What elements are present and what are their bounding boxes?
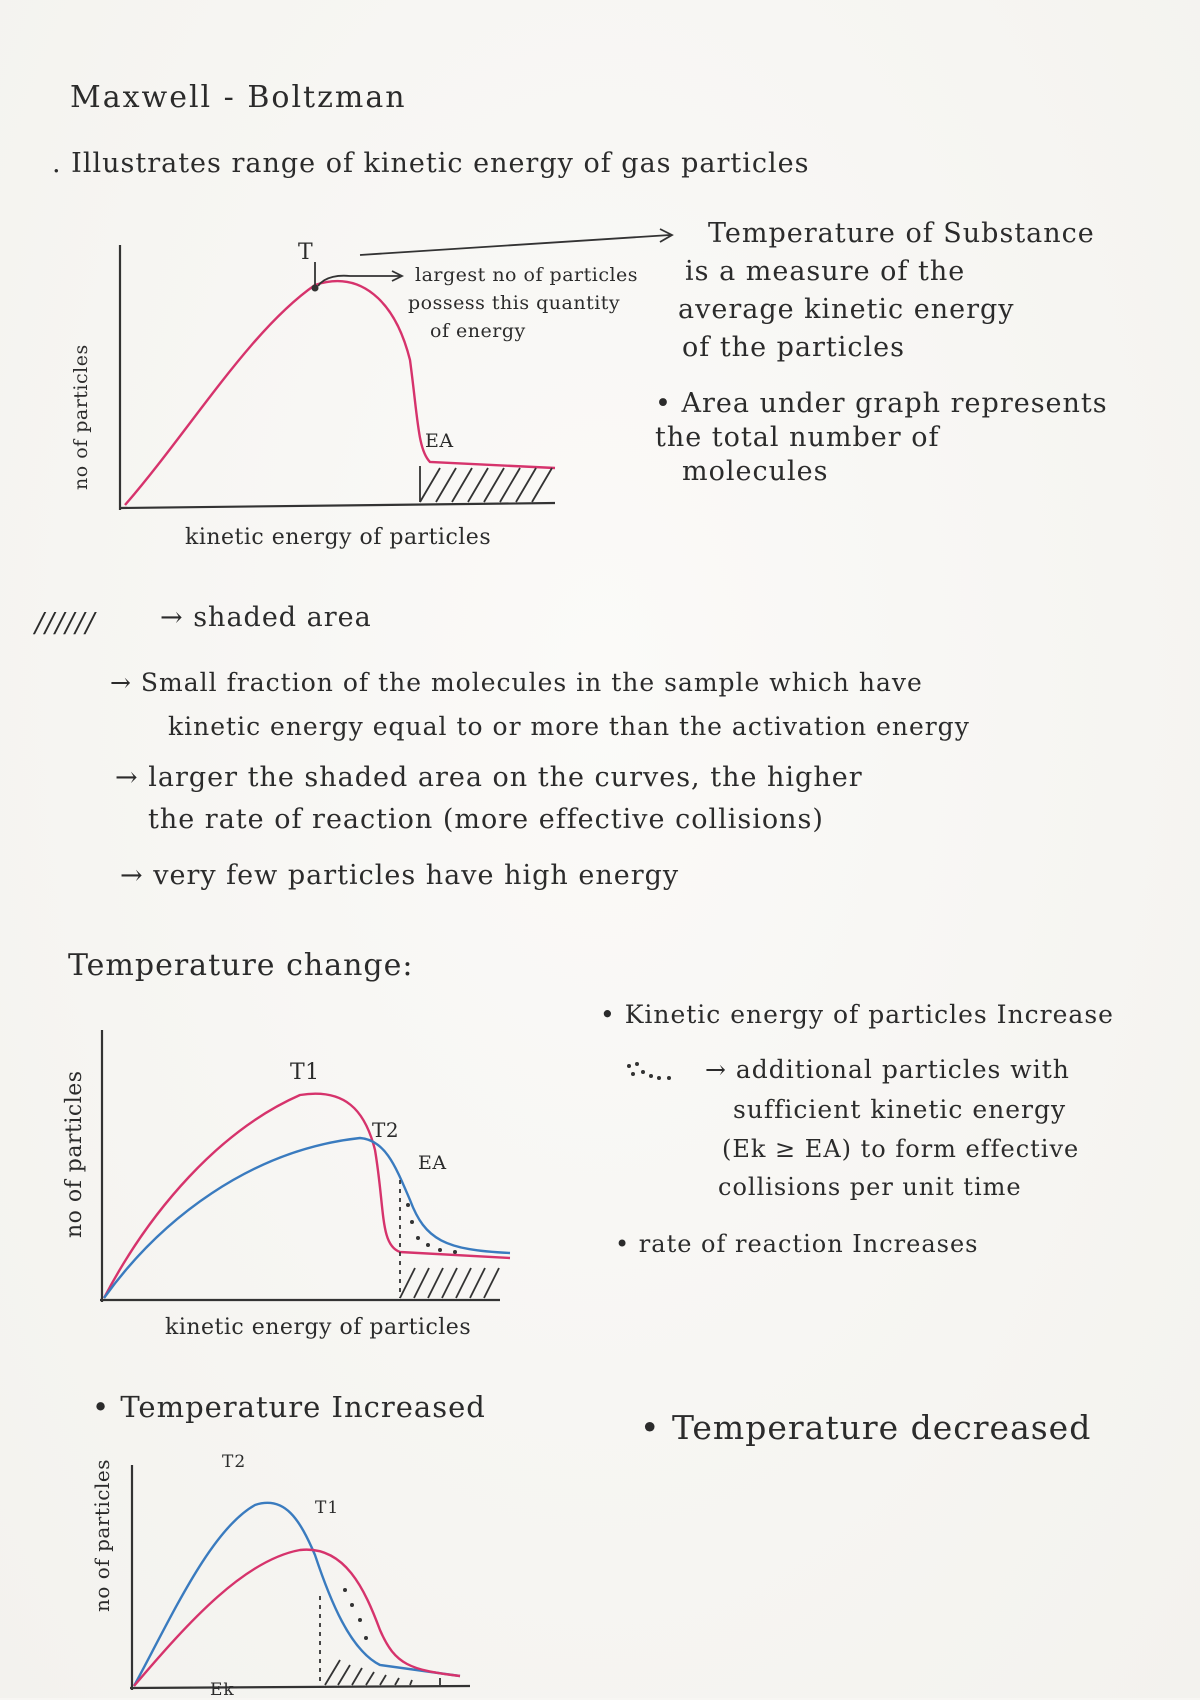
temp-note-3: average kinetic energy xyxy=(678,294,1015,325)
g1-peak-note-1: largest no of particles xyxy=(415,264,639,286)
shaded-bullet-3: → larger the shaded area on the curves, the higher xyxy=(115,762,863,793)
g1-peak-note-2: possess this quantity xyxy=(408,292,621,314)
shaded-bullet-4: the rate of reaction (more effective collisions) xyxy=(148,804,824,835)
g3-t2-label: T2 xyxy=(222,1452,247,1472)
temp-change-note-5: collisions per unit time xyxy=(718,1173,1022,1201)
intro-text: . Illustrates range of kinetic energy of gas particles xyxy=(52,148,810,179)
area-note-1: • Area under graph represents xyxy=(655,388,1108,419)
g1-x-label: kinetic energy of particles xyxy=(185,525,492,550)
decreased-heading: • Temperature decreased xyxy=(640,1408,1092,1447)
g3-t2-curve xyxy=(134,1503,460,1686)
g2-t2-label: T2 xyxy=(372,1118,400,1142)
temp-change-note-4: (Ek ≥ EA) to form effective xyxy=(722,1135,1080,1163)
g1-peak-note-3: of energy xyxy=(430,320,526,342)
temp-change-note-2: → additional particles with xyxy=(705,1055,1070,1084)
shaded-label: → shaded area xyxy=(160,602,372,633)
g3-t1-curve xyxy=(134,1550,460,1686)
shaded-bullet-2: kinetic energy equal to or more than the activation energy xyxy=(168,712,970,741)
temp-note-1: Temperature of Substance xyxy=(708,218,1095,249)
g2-y-label: no of particles xyxy=(62,1070,87,1238)
temp-change-heading: Temperature change: xyxy=(68,948,414,983)
temp-change-note-6: • rate of reaction Increases xyxy=(615,1230,979,1258)
g2-x-label: kinetic energy of particles xyxy=(165,1315,472,1340)
g3-x-axis xyxy=(130,1686,470,1688)
g2-ea-label: EA xyxy=(418,1152,447,1174)
g3-hatching xyxy=(320,1596,440,1686)
g1-ea-label: EA xyxy=(425,430,454,452)
increased-heading: • Temperature Increased xyxy=(92,1390,486,1424)
shaded-symbol: ////// xyxy=(35,608,96,639)
temp-change-note-1: • Kinetic energy of particles Increase xyxy=(600,1000,1114,1029)
g1-y-label: no of particles xyxy=(70,344,92,490)
g3-x-label: Ek xyxy=(210,1680,235,1700)
area-note-2: the total number of xyxy=(655,422,940,453)
page-title: Maxwell - Boltzman xyxy=(70,80,407,115)
temp-note-4: of the particles xyxy=(682,332,905,363)
shaded-bullet-1: → Small fraction of the molecules in the sample which have xyxy=(110,668,923,697)
g3-y-label: no of particles xyxy=(90,1459,114,1612)
area-note-3: molecules xyxy=(682,456,829,487)
temp-note-2: is a measure of the xyxy=(685,256,966,287)
g1-peak-label: T xyxy=(298,240,314,265)
g2-t1-label: T1 xyxy=(290,1060,320,1085)
shaded-bullet-5: → very few particles have high energy xyxy=(120,860,680,891)
g3-t1-label: T1 xyxy=(315,1498,340,1518)
temp-change-note-3: sufficient kinetic energy xyxy=(733,1095,1067,1124)
